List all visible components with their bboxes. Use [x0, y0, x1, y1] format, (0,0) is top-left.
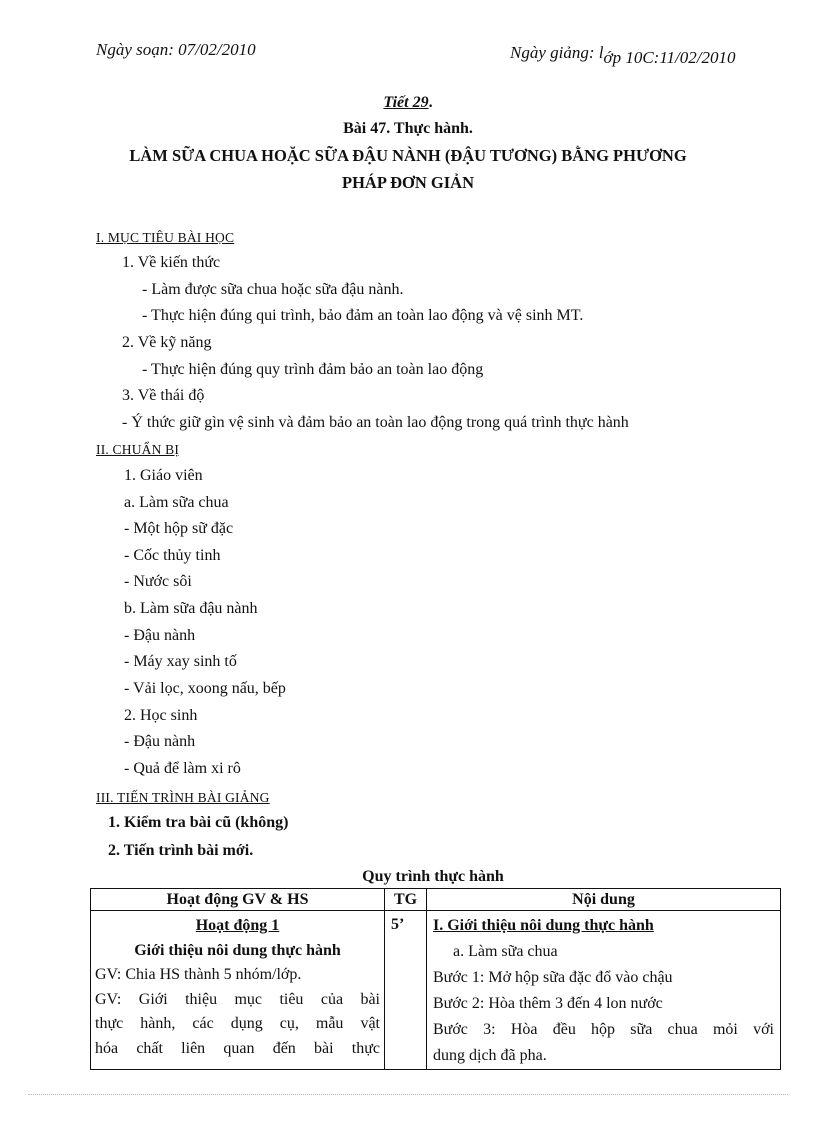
s2-line: 1. Giáo viên: [124, 467, 203, 484]
activity-title: Hoạt động 1: [195, 917, 280, 934]
col-header-activity: Hoạt động GV & HS: [91, 889, 385, 911]
prepare-date: Ngày soạn: 07/02/2010: [96, 40, 256, 59]
s1-line: 2. Về kỹ năng: [122, 334, 212, 351]
s2-line: a. Làm sữa chua: [124, 494, 229, 511]
step-2: 2. Tiến trình bài mới.: [108, 842, 254, 859]
table-caption: Quy trình thực hành: [362, 868, 504, 885]
s2-line: - Máy xay sinh tố: [124, 653, 237, 670]
col-header-content: Nội dung: [427, 889, 781, 911]
heading-line-2: PHÁP ĐƠN GIẢN: [342, 173, 474, 192]
content-cell: [427, 911, 781, 1070]
content-line: Bước 1: Mở hộp sữa đặc đổ vào chậu: [433, 969, 673, 986]
s1-line: 3. Về thái độ: [122, 387, 205, 404]
content-line: dung dịch đã pha.: [433, 1047, 547, 1064]
period-label: Tiết 29: [383, 94, 429, 111]
teach-date: [510, 43, 736, 67]
s1-line: - Ý thức giữ gìn vệ sinh và đảm bảo an toàn lao động trong quá trình thực hành: [122, 414, 629, 431]
s2-line: 2. Học sinh: [124, 707, 198, 724]
s2-line: - Quả để làm xi rô: [124, 760, 241, 777]
s1-line: - Thực hiện đúng qui trình, bảo đảm an toàn lao động và vệ sinh MT.: [142, 307, 584, 324]
col-header-time: TG: [385, 889, 427, 911]
lesson-title: Bài 47. Thực hành.: [343, 120, 473, 137]
activity-line: GV: Chia HS thành 5 nhóm/lớp.: [95, 966, 302, 983]
s1-line: 1. Về kiến thức: [122, 254, 221, 271]
practice-table: [90, 888, 781, 1070]
table-row: [91, 911, 781, 1070]
section-1-title: I. MỤC TIÊU BÀI HỌC: [96, 230, 235, 245]
content-line: Bước 2: Hòa thêm 3 đến 4 lon nước: [433, 995, 663, 1012]
time-cell: 5’: [385, 911, 427, 1070]
activity-line: thực hành, các dụng cụ, mẫu vật: [95, 1015, 380, 1032]
s2-line: - Cốc thủy tinh: [124, 547, 221, 564]
activity-cell: [91, 911, 385, 1070]
activity-line: GV: Giới thiệu mục tiêu của bài: [95, 990, 380, 1008]
teach-date-label: Ngày giảng: l: [510, 43, 604, 62]
s2-line: - Đậu nành: [124, 627, 196, 644]
activity-subtitle: Giới thiệu nôi dung thực hành: [134, 941, 341, 959]
section-3-title: III. TIẾN TRÌNH BÀI GIẢNG: [96, 790, 270, 805]
s1-line: - Thực hiện đúng quy trình đảm bảo an toàn lao động: [142, 361, 484, 378]
activity-title-line: [91, 914, 384, 939]
s2-line: - Một hộp sữ đặc: [124, 520, 234, 537]
content-line: Bước 3: Hòa đều hộp sữa chua mỏi với: [433, 1021, 774, 1038]
teach-date-value: ớp 10C:11/02/2010: [603, 48, 736, 67]
activity-line: hóa chất liên quan đến bài thực: [95, 1039, 380, 1057]
content-line: a. Làm sữa chua: [453, 943, 558, 960]
section-2-title: II. CHUẨN BỊ: [96, 442, 180, 457]
s2-line: b. Làm sữa đậu nành: [124, 600, 258, 617]
s1-line: - Làm được sữa chua hoặc sữa đậu nành.: [142, 281, 404, 298]
heading-line-1: LÀM SỮA CHUA HOẶC SỮA ĐẬU NÀNH (ĐẬU TƯƠNG) BẰNG PHƯƠNG: [129, 146, 687, 165]
s2-line: - Nước sôi: [124, 573, 192, 590]
page-bottom-border: [28, 1094, 788, 1095]
s2-line: - Vải lọc, xoong nấu, bếp: [124, 680, 286, 697]
step-1: 1. Kiểm tra bài cũ (không): [108, 814, 289, 831]
period-title: [0, 94, 816, 112]
table-header-row: [91, 889, 781, 911]
content-title: I. Giới thiệu nôi dung thực hành: [433, 917, 654, 934]
s2-line: - Đậu nành: [124, 733, 196, 750]
period-dot: .: [428, 94, 433, 111]
